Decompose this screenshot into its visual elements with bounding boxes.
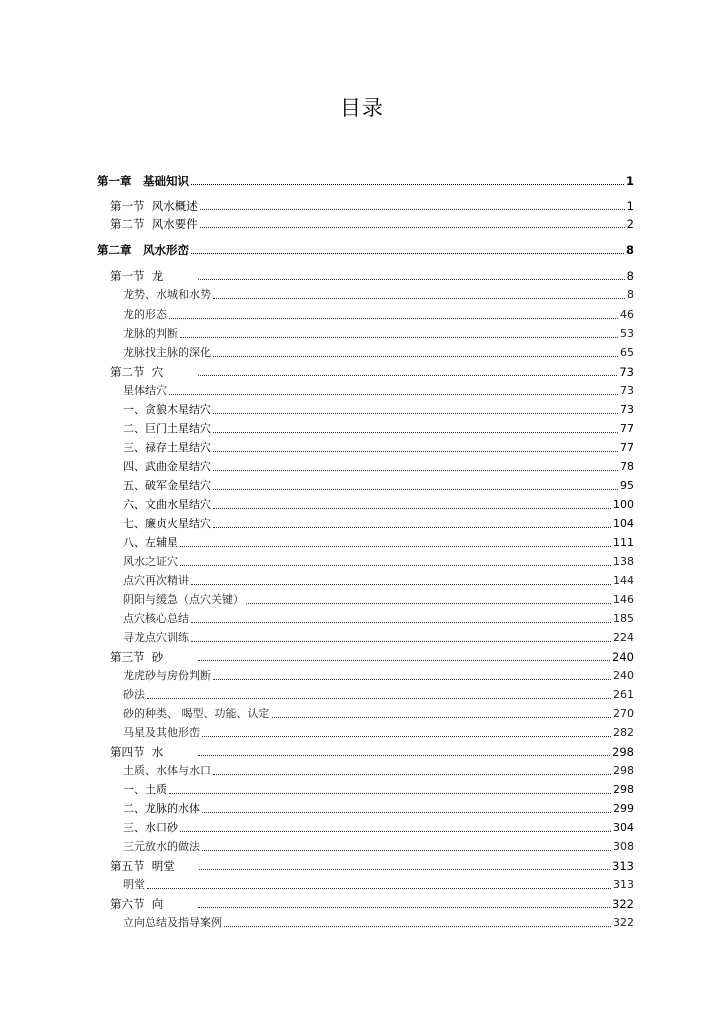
toc-entry[interactable] — [110, 197, 634, 215]
dot-leader — [180, 546, 611, 547]
dot-leader — [169, 318, 618, 319]
dot-leader — [202, 812, 611, 813]
toc-entry-page-number: 73 — [620, 384, 634, 397]
toc-entry[interactable] — [123, 534, 634, 552]
dot-leader — [213, 774, 611, 775]
dot-leader — [191, 184, 624, 185]
toc-entry-label: 五、破军金星结穴 — [123, 479, 211, 492]
toc-entry[interactable] — [123, 629, 634, 647]
toc-entry-page-number: 144 — [613, 574, 634, 587]
toc-entry-label: 砂的种类、 喝型、功能、认定 — [123, 707, 270, 720]
dot-leader — [198, 660, 610, 661]
toc-entry[interactable] — [123, 401, 634, 419]
toc-entry[interactable] — [123, 572, 634, 590]
dot-leader — [180, 831, 611, 832]
toc-entry-label: 第一节 龙 — [110, 269, 197, 283]
toc-entry-label: 点穴再次精讲 — [123, 574, 189, 587]
dot-leader — [200, 209, 625, 210]
toc-entry-label: 二、龙脉的水体 — [123, 802, 200, 815]
toc-entry-page-number: 282 — [613, 726, 634, 739]
toc-entry-page-number: 313 — [613, 878, 634, 891]
toc-entry[interactable] — [123, 382, 634, 400]
toc-entry-page-number: 322 — [612, 897, 634, 911]
dot-leader — [213, 432, 618, 433]
toc-entry-page-number: 138 — [613, 555, 634, 568]
dot-leader — [202, 736, 611, 737]
toc-entry[interactable] — [123, 819, 634, 837]
toc-entry-page-number: 8 — [626, 269, 634, 283]
toc-entry-label: 龙势、水城和水势 — [123, 288, 211, 301]
dot-leader — [191, 622, 611, 623]
toc-entry-page-number: 298 — [613, 764, 634, 777]
toc-entry-label: 四、武曲金星结穴 — [123, 460, 211, 473]
dot-leader — [198, 375, 617, 376]
toc-entry-page-number: 298 — [613, 783, 634, 796]
toc-entry[interactable] — [110, 215, 634, 233]
toc-entry-page-number: 304 — [613, 821, 634, 834]
toc-entry-label: 第三节 砂 — [110, 650, 197, 664]
toc-entry-label: 马星及其他形峦 — [123, 726, 200, 739]
toc-entry-label: 第六节 向 — [110, 897, 197, 911]
toc-entry-page-number: 313 — [612, 859, 634, 873]
dot-leader — [213, 679, 611, 680]
toc-entry-label: 土质、水体与水口 — [123, 764, 211, 777]
dot-leader — [213, 298, 625, 299]
dot-leader — [180, 565, 611, 566]
toc-entry-page-number: 240 — [612, 650, 634, 664]
toc-entry[interactable] — [110, 857, 634, 875]
toc-entry-label: 点穴核心总结 — [123, 612, 189, 625]
toc-entry[interactable] — [123, 458, 634, 476]
toc-entry-page-number: 185 — [613, 612, 634, 625]
dot-leader — [200, 227, 625, 228]
toc-entry[interactable] — [123, 477, 634, 495]
toc-entry[interactable] — [123, 439, 634, 457]
toc-entry-label: 一、土质 — [123, 783, 167, 796]
toc-entry[interactable] — [123, 591, 634, 609]
toc-entry-page-number: 111 — [613, 536, 634, 549]
toc-entry-label: 龙脉找主脉的深化 — [123, 346, 211, 359]
toc-entry-label: 龙的形态 — [123, 308, 167, 321]
dot-leader — [191, 641, 611, 642]
dot-leader — [213, 527, 611, 528]
toc-entry-label: 一、贪狼木星结穴 — [123, 403, 211, 416]
toc-entry-label: 龙脉的判断 — [123, 327, 178, 340]
dot-leader — [191, 584, 611, 585]
toc-entry-page-number: 8 — [627, 288, 634, 301]
dot-leader — [272, 717, 612, 718]
dot-leader — [213, 413, 618, 414]
toc-entry-page-number: 77 — [620, 422, 634, 435]
toc-entry-label: 砂法 — [123, 688, 145, 701]
toc-entry-page-number: 73 — [619, 365, 634, 379]
toc-entry[interactable] — [123, 515, 634, 533]
toc-entry-label: 龙虎砂与房份判断 — [123, 669, 211, 682]
dot-leader — [199, 869, 610, 870]
toc-entry[interactable] — [123, 325, 634, 343]
toc-entry-label: 第一节 风水概述 — [110, 199, 198, 213]
dot-leader — [213, 356, 618, 357]
toc-entry-page-number: 104 — [613, 517, 634, 530]
toc-entry[interactable] — [123, 781, 634, 799]
toc-entry-page-number: 298 — [612, 745, 634, 759]
toc-entry-label: 八、左辅星 — [123, 536, 178, 549]
dot-leader — [198, 279, 624, 280]
toc-entry-page-number: 299 — [613, 802, 634, 815]
toc-entry-page-number: 73 — [620, 403, 634, 416]
dot-leader — [198, 907, 610, 908]
dot-leader — [198, 755, 610, 756]
toc-entry-page-number: 65 — [620, 346, 634, 359]
toc-entry[interactable] — [110, 267, 634, 285]
toc-entry-label: 第一章 基础知识 — [97, 174, 189, 188]
toc-entry[interactable] — [110, 648, 634, 666]
toc-entry-label: 第四节 水 — [110, 745, 197, 759]
toc-entry-label: 第五节 明堂 — [110, 859, 197, 873]
toc-entry[interactable] — [123, 724, 634, 742]
toc-entry-page-number: 2 — [626, 217, 634, 231]
toc-entry-page-number: 1 — [625, 174, 634, 188]
toc-entry-label: 七、廉贞火星结穴 — [123, 517, 211, 530]
toc-entry[interactable] — [123, 667, 634, 685]
dot-leader — [213, 489, 618, 490]
dot-leader — [169, 394, 618, 395]
toc-entry-label: 立向总结及指导案例 — [123, 916, 222, 929]
toc-entry[interactable] — [110, 743, 634, 761]
toc-entry-page-number: 100 — [613, 498, 634, 511]
page-title: 目录 — [340, 96, 384, 120]
dot-leader — [147, 888, 611, 889]
toc-entry[interactable] — [123, 496, 634, 514]
toc-entry-page-number: 46 — [620, 308, 634, 321]
toc-entry-page-number: 53 — [620, 327, 634, 340]
toc-entry-page-number: 146 — [613, 593, 634, 606]
dot-leader — [213, 508, 611, 509]
dot-leader — [147, 698, 611, 699]
toc-entry[interactable] — [123, 553, 634, 571]
toc-entry-label: 星体结穴 — [123, 384, 167, 397]
toc-entry-page-number: 78 — [620, 460, 634, 473]
toc-entry-page-number: 1 — [626, 199, 634, 213]
toc-entry-page-number: 95 — [620, 479, 634, 492]
toc-entry-label: 风水之证穴 — [123, 555, 178, 568]
toc-entry[interactable] — [97, 241, 634, 259]
toc-entry[interactable] — [110, 895, 634, 913]
toc-entry-label: 阴阳与缓急（点穴关键） — [123, 593, 244, 606]
toc-entry[interactable] — [123, 800, 634, 818]
toc-entry[interactable] — [97, 172, 634, 190]
toc-entry-page-number: 240 — [613, 669, 634, 682]
toc-entry-label: 第二节 风水要件 — [110, 217, 198, 231]
toc-entry[interactable] — [123, 610, 634, 628]
dot-leader — [213, 451, 618, 452]
dot-leader — [246, 603, 611, 604]
toc-entry-label: 寻龙点穴训练 — [123, 631, 189, 644]
toc-entry[interactable] — [110, 363, 634, 381]
toc-entry-label: 三元放水的做法 — [123, 840, 200, 853]
toc-entry-page-number: 322 — [613, 916, 634, 929]
toc-entry-page-number: 308 — [613, 840, 634, 853]
toc-entry[interactable] — [123, 344, 634, 362]
toc-entry[interactable] — [123, 286, 634, 304]
dot-leader — [169, 793, 611, 794]
dot-leader — [224, 926, 611, 927]
toc-entry[interactable] — [123, 914, 634, 932]
toc-entry-label: 三、水口砂 — [123, 821, 178, 834]
toc-entry-page-number: 77 — [620, 441, 634, 454]
toc-entry[interactable] — [123, 762, 634, 780]
dot-leader — [202, 850, 611, 851]
toc-entry-page-number: 261 — [613, 688, 634, 701]
toc-entry-page-number: 8 — [625, 243, 634, 257]
dot-leader — [213, 470, 618, 471]
toc-entry-label: 第二章 风水形峦 — [97, 243, 189, 257]
toc-entry-page-number: 224 — [613, 631, 634, 644]
toc-entry[interactable] — [123, 686, 634, 704]
toc-entry[interactable] — [123, 876, 634, 894]
toc-entry-label: 三、禄存土星结穴 — [123, 441, 211, 454]
toc-entry[interactable] — [123, 420, 634, 438]
toc-entry-label: 明堂 — [123, 878, 145, 891]
toc-entry-label: 二、巨门土星结穴 — [123, 422, 211, 435]
dot-leader — [180, 337, 618, 338]
toc-entry-page-number: 270 — [613, 707, 634, 720]
toc-entry[interactable] — [123, 306, 634, 324]
toc-entry[interactable] — [123, 705, 634, 723]
toc-entry-label: 六、文曲水星结穴 — [123, 498, 211, 511]
toc-entry[interactable] — [123, 838, 634, 856]
toc-entry-label: 第二节 穴 — [110, 365, 197, 379]
dot-leader — [191, 253, 624, 254]
